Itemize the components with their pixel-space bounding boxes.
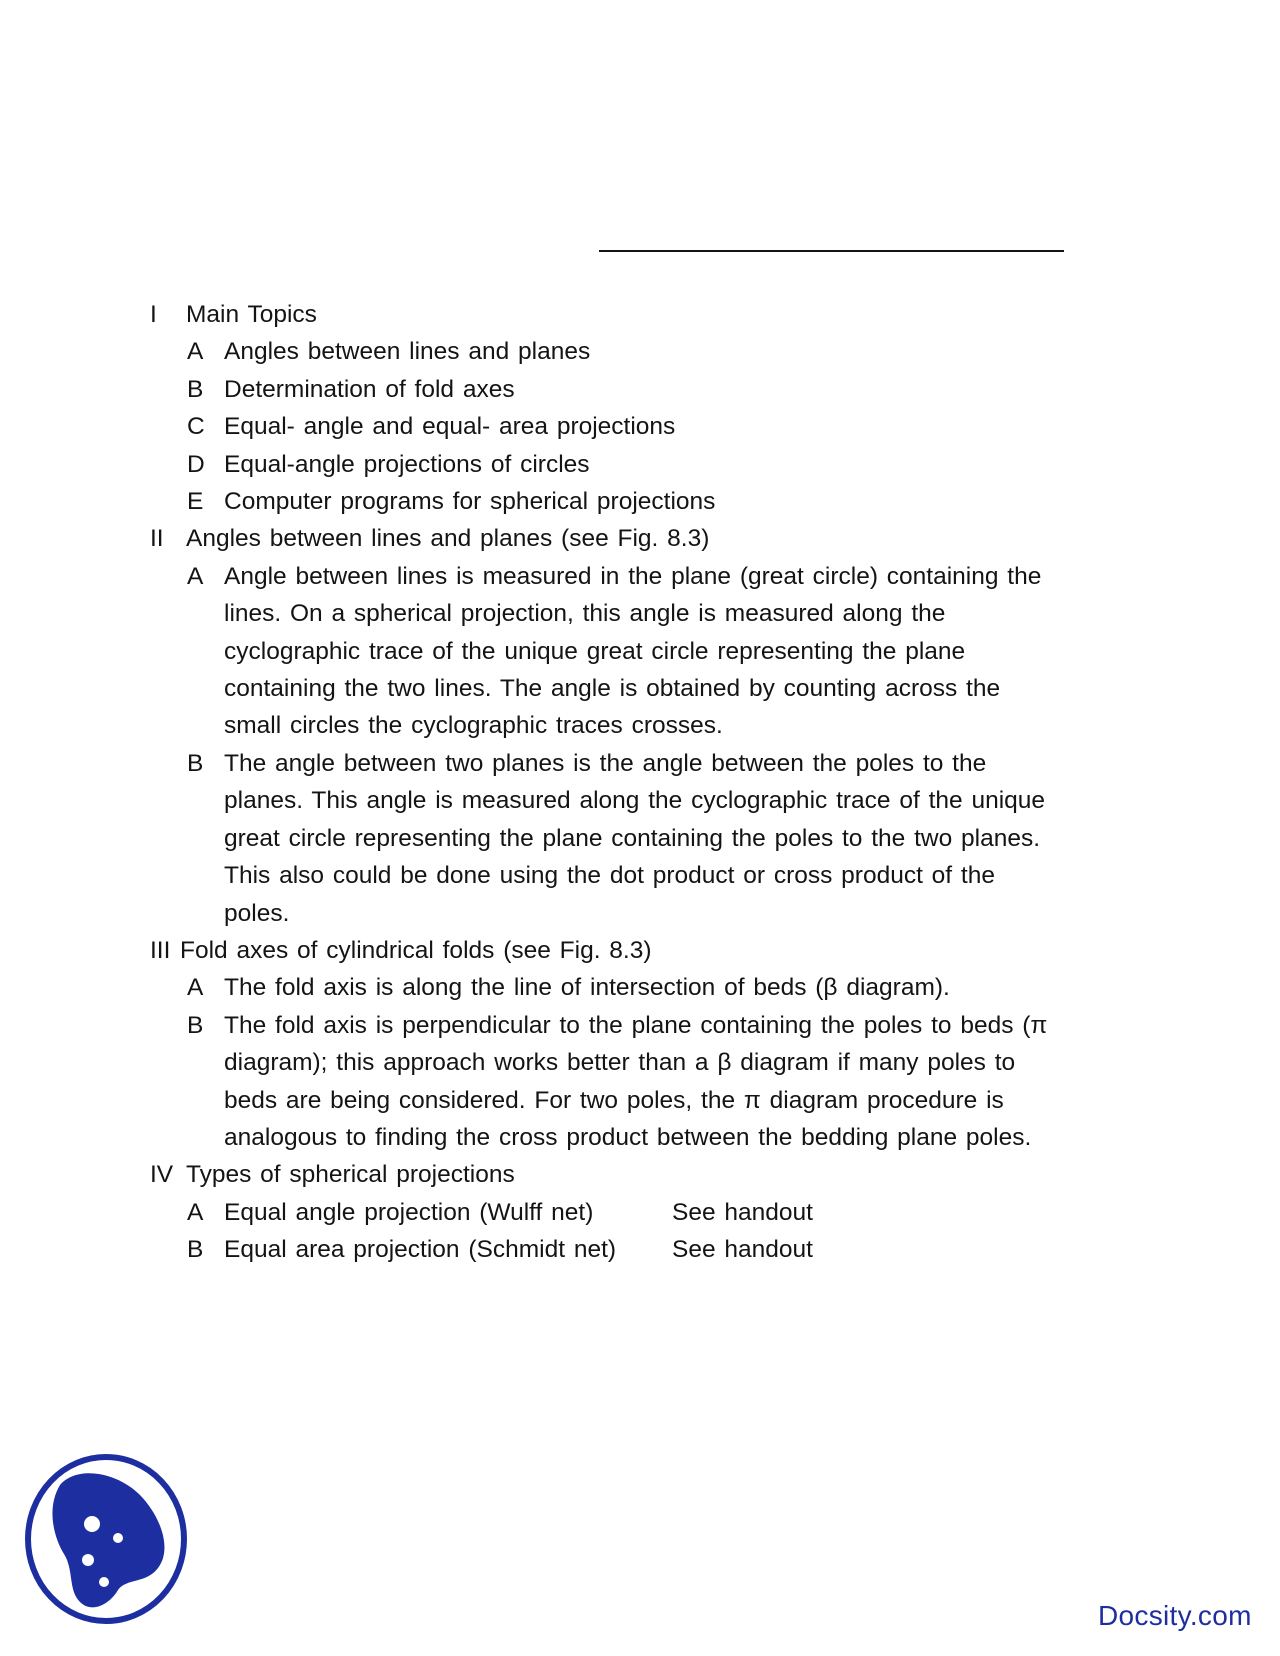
section-heading <box>150 932 1150 969</box>
list-item <box>150 371 1150 408</box>
item-text: Equal- angle and equal- area projections <box>224 413 676 441</box>
list-item <box>150 408 1150 445</box>
item-line: lines. On a spherical projection, this angle is measured along the <box>224 600 946 628</box>
section-heading <box>150 520 1150 557</box>
item-line: cyclographic trace of the unique great circle representing the plane <box>224 637 966 665</box>
item-letter: A <box>187 974 204 1002</box>
section-number: IV <box>150 1161 174 1189</box>
list-item <box>150 333 1150 370</box>
title-underline <box>599 250 1064 252</box>
list-item <box>150 745 1150 782</box>
item-continuation <box>150 1082 1150 1119</box>
item-letter: B <box>187 1236 204 1264</box>
section-title: Fold axes of cylindrical folds (see Fig. 8.3) <box>180 936 652 964</box>
item-text: Equal area projection (Schmidt net) <box>224 1236 617 1264</box>
item-text: Equal angle projection (Wulff net) <box>224 1198 594 1226</box>
item-text: Determination of fold axes <box>224 375 515 403</box>
item-line: diagram); this approach works better than a β diagram if many poles to <box>224 1049 1016 1077</box>
item-line: small circles the cyclographic traces crosses. <box>224 712 723 740</box>
item-line: Angle between lines is measured in the plane (great circle) containing the <box>224 562 1042 590</box>
list-item <box>150 446 1150 483</box>
list-item <box>150 969 1150 1006</box>
item-continuation <box>150 670 1150 707</box>
section-number: II <box>150 525 164 553</box>
item-line: beds are being considered. For two poles, the π diagram procedure is <box>224 1086 1004 1114</box>
item-line: great circle representing the plane containing the poles to the two planes. <box>224 824 1041 852</box>
item-line: poles. <box>224 899 290 927</box>
item-letter: B <box>187 749 204 777</box>
list-item <box>150 1007 1150 1044</box>
item-line: analogous to finding the cross product between the bedding plane poles. <box>224 1123 1032 1151</box>
section-title: Types of spherical projections <box>186 1161 515 1189</box>
docsity-logo-icon[interactable] <box>22 1450 190 1628</box>
item-letter: B <box>187 1011 204 1039</box>
section-title: Angles between lines and planes (see Fig. 8.3) <box>186 525 710 553</box>
section-heading <box>150 1156 1150 1193</box>
item-continuation <box>150 633 1150 670</box>
item-line: The angle between two planes is the angle between the poles to the <box>224 749 987 777</box>
item-continuation <box>150 820 1150 857</box>
list-item <box>150 558 1150 595</box>
item-line: This also could be done using the dot product or cross product of the <box>224 862 995 890</box>
docsity-brand-link[interactable]: Docsity.com <box>1098 1600 1252 1631</box>
section-heading <box>150 296 1150 333</box>
item-text: Computer programs for spherical projections <box>224 488 716 516</box>
section-number: I <box>150 301 157 328</box>
item-letter: A <box>187 338 204 366</box>
item-letter: A <box>187 562 204 590</box>
list-item <box>150 1194 1150 1231</box>
handout-note: See handout <box>672 1198 813 1226</box>
item-continuation <box>150 782 1150 819</box>
item-continuation <box>150 895 1150 932</box>
item-letter: E <box>187 488 204 516</box>
item-continuation <box>150 707 1150 744</box>
item-text: Equal-angle projections of circles <box>224 450 590 478</box>
item-continuation <box>150 857 1150 894</box>
section-title: Main Topics <box>186 301 317 328</box>
item-letter: C <box>187 413 205 441</box>
item-letter: D <box>187 450 205 478</box>
item-line: planes. This angle is measured along the cyclographic trace of the unique <box>224 787 1046 815</box>
item-letter: A <box>187 1198 204 1226</box>
item-continuation <box>150 1119 1150 1156</box>
item-continuation <box>150 1044 1150 1081</box>
item-line: The fold axis is along the line of intersection of beds (β diagram). <box>224 974 950 1002</box>
item-line: The fold axis is perpendicular to the plane containing the poles to beds (π <box>224 1011 1048 1039</box>
item-letter: B <box>187 375 204 403</box>
list-item <box>150 483 1150 520</box>
list-item <box>150 1231 1150 1268</box>
section-number: III <box>150 936 171 964</box>
handout-note: See handout <box>672 1236 813 1264</box>
item-line: containing the two lines. The angle is obtained by counting across the <box>224 675 1001 703</box>
item-text: Angles between lines and planes <box>224 338 591 366</box>
item-continuation <box>150 595 1150 632</box>
lecture-outline <box>150 296 1150 1269</box>
